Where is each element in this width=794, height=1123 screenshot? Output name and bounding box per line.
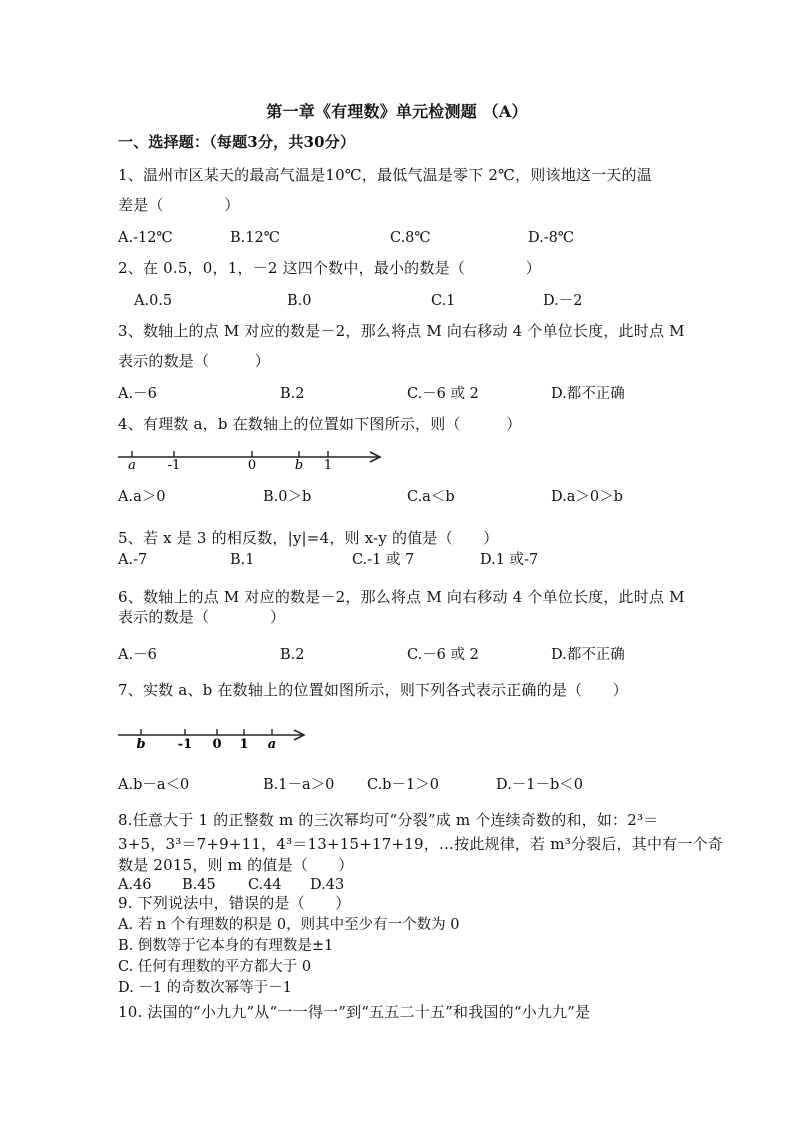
question-4-option-b: B.0＞b: [263, 489, 312, 505]
question-1-option-c: C.8℃: [390, 230, 431, 246]
question-6-line-2: 表示的数是（ ）: [118, 608, 286, 626]
axis-label-1: 1: [323, 458, 333, 473]
axis-label-a: a: [267, 737, 277, 752]
question-6-option-b: B.2: [280, 647, 305, 663]
axis-label-minus-1: -1: [177, 737, 193, 752]
question-7-option-b: B.1－a＞0: [263, 777, 335, 793]
question-3-line-2: 表示的数是（ ）: [118, 352, 271, 370]
question-4-option-d: D.a＞0＞b: [551, 489, 623, 505]
question-2-line-1: 2、在 0.5，0，1，－2 这四个数中，最小的数是（ ）: [118, 259, 541, 277]
axis-label-0: 0: [212, 737, 222, 752]
question-8-line-1: 8.任意大于 1 的正整数 m 的三次幂均可“分裂”成 m 个连续奇数的和，如：2³＝: [118, 811, 659, 829]
axis-label-b: b: [136, 737, 146, 752]
question-3-option-c: C.－6 或 2: [407, 386, 479, 402]
question-4-option-a: A.a＞0: [118, 489, 166, 505]
page-title: 第一章《有理数》单元检测题 （A）: [266, 102, 528, 121]
question-9-option-a: A. 若 n 个有理数的积是 0，则其中至少有一个数为 0: [118, 917, 460, 933]
question-7-line-1: 7、实数 a、b 在数轴上的位置如图所示，则下列各式表示正确的是（ ）: [118, 681, 628, 699]
question-10-line-1: 10. 法国的“小九九”从“一一得一”到“五五二十五”和我国的“小九九”是: [118, 1003, 591, 1021]
question-5-line-1: 5、若 x 是 3 的相反数，|y|=4，则 x-y 的值是（ ）: [118, 529, 499, 547]
axis-label-minus-1: -1: [167, 458, 181, 473]
question-7-option-a: A.b－a＜0: [118, 777, 190, 793]
question-1-option-b: B.12℃: [230, 230, 280, 246]
question-8-option-c: C.44: [248, 877, 282, 893]
question-3-option-a: A.－6: [118, 386, 157, 402]
question-2-option-c: C.1: [431, 293, 456, 309]
question-8-line-2: 3+5，3³＝7+9+11，4³＝13+15+17+19，…按此规律，若 m³分裂后，其中有一个奇: [118, 835, 723, 853]
question-3-line-1: 3、数轴上的点 M 对应的数是－2，那么将点 M 向右移动 4 个单位长度，此时点 M: [118, 322, 685, 340]
question-5-option-b: B.1: [230, 552, 255, 568]
question-2-option-d: D.－2: [543, 293, 583, 309]
question-8-option-a: A.46: [118, 877, 152, 893]
question-6-option-d: D.都不正确: [551, 647, 625, 663]
question-2-option-a: A.0.5: [134, 293, 173, 309]
question-7-option-c: C.b－1＞0: [367, 777, 439, 793]
section-heading: 一、选择题：（每题3分，共30分）: [118, 133, 356, 151]
question-6-line-1: 6、数轴上的点 M 对应的数是－2，那么将点 M 向右移动 4 个单位长度，此时点 M: [118, 588, 685, 606]
question-5-option-d: D.1 或-7: [480, 552, 539, 568]
question-1-line-1: 1、温州市区某天的最高气温是10℃，最低气温是零下 2℃，则该地这一天的温: [118, 166, 652, 184]
question-9-option-c: C. 任何有理数的平方都大于 0: [118, 959, 312, 975]
question-9-line-1: 9. 下列说法中，错误的是（ ）: [118, 894, 351, 912]
question-4-number-line: [116, 444, 388, 474]
question-8-option-d: D.43: [310, 877, 345, 893]
axis-label-a: a: [128, 458, 136, 473]
question-9-option-d: D. －1 的奇数次幂等于－1: [118, 980, 292, 996]
question-1-option-a: A.-12℃: [118, 230, 173, 246]
question-1-option-d: D.-8℃: [528, 230, 575, 246]
question-4-line-1: 4、有理数 a，b 在数轴上的位置如下图所示，则（ ）: [118, 415, 522, 433]
question-4-option-c: C.a＜b: [407, 489, 455, 505]
question-9-option-b: B. 倒数等于它本身的有理数是±1: [118, 938, 334, 954]
question-3-option-b: B.2: [280, 386, 305, 402]
question-2-option-b: B.0: [287, 293, 312, 309]
question-7-number-line: [116, 722, 308, 754]
axis-label-0: 0: [247, 458, 257, 473]
question-6-option-c: C.－6 或 2: [407, 647, 479, 663]
question-6-option-a: A.－6: [118, 647, 157, 663]
question-5-option-c: C.-1 或 7: [352, 552, 415, 568]
question-8-line-3: 数是 2015，则 m 的值是（ ）: [118, 856, 354, 874]
question-5-option-a: A.-7: [118, 552, 148, 568]
question-7-option-d: D.－1－b＜0: [496, 777, 583, 793]
question-3-option-d: D.都不正确: [551, 386, 625, 402]
question-1-line-2: 差是（ ）: [118, 196, 240, 214]
axis-label-b: b: [294, 458, 304, 473]
axis-label-1: 1: [239, 737, 249, 752]
question-8-option-b: B.45: [182, 877, 216, 893]
